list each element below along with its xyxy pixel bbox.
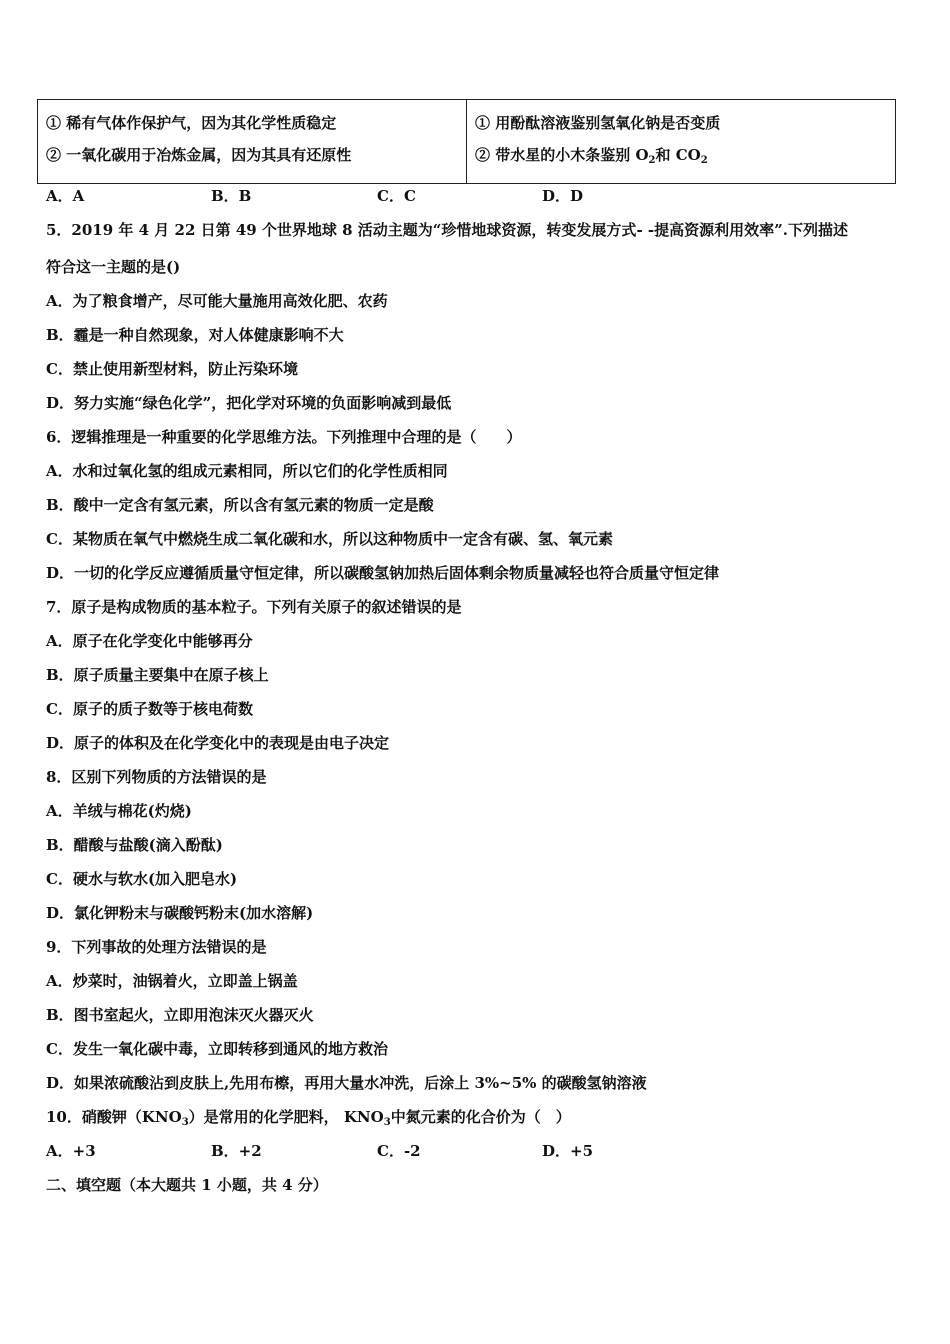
q4-option-d: D．D [542,187,584,205]
q4-option-b: B．B [211,187,252,205]
table-cell-left [38,100,467,184]
q9-stem: 9．下列事故的处理方法错误的是 [46,938,267,956]
q5-stem-line-2: 符合这一主题的是() [46,258,181,276]
q5-option-d: D．努力实施“绿色化学”，把化学对环境的负面影响减到最低 [46,394,452,412]
q8-stem: 8．区别下列物质的方法错误的是 [46,768,267,786]
q6-stem: 6．逻辑推理是一种重要的化学思维方法。下列推理中合理的是（ ） [46,428,522,446]
q4-option-a: A．A [46,187,85,205]
q9-option-c: C．发生一氧化碳中毒，立即转移到通风的地方救治 [46,1040,388,1058]
q10-stem: 10．硝酸钾$(KNO_3)$是常用的化学肥料， $KNO_3$中氮元素的化合价为（ ） [46,1108,571,1128]
q7-stem: 7．原子是构成物质的基本粒子。下列有关原子的叙述错误的是 [46,598,462,616]
q10-option-d: D．+5 [542,1142,594,1160]
q5-option-b: B．霾是一种自然现象，对人体健康影响不大 [46,326,344,344]
q6-option-c: C．某物质在氧气中燃烧生成二氧化碳和水，所以这种物质中一定含有碳、氢、氧元素 [46,530,613,548]
table-right-line-2: ② 带水星的小木条鉴别 $O_2$和 $CO_2$ [475,146,708,166]
q7-option-b: B．原子质量主要集中在原子核上 [46,666,269,684]
q5-option-c: C．禁止使用新型材料，防止污染环境 [46,360,298,378]
q9-option-b: B．图书室起火，立即用泡沫灭火器灭火 [46,1006,314,1024]
table-left-line-1: ① 稀有气体作保护气，因为其化学性质稳定 [46,114,337,132]
q6-option-d: D．一切的化学反应遵循质量守恒定律，所以碳酸氢钠加热后固体剩余物质量减轻也符合质量守恒定律 [46,564,720,582]
q8-option-a: A．羊绒与棉花(灼烧) [46,802,192,820]
q10-option-a: A．+3 [46,1142,96,1160]
q7-option-d: D．原子的体积及在化学变化中的表现是由电子决定 [46,734,390,752]
table-cell-right [467,100,896,184]
q8-option-c: C．硬水与软水(加入肥皂水) [46,870,238,888]
q5-option-a: A．为了粮食增产，尽可能大量施用高效化肥、农药 [46,292,388,310]
q4-option-c: C．C [377,187,416,205]
q5-stem-line-1: 5．2019 年 4 月 22 日第 49 个世界地球 8 活动主题为“珍惜地球资源，转变发展方式- -提高资源利用效率”.下列描述 [46,221,848,239]
q6-option-a: A．水和过氧化氢的组成元素相同，所以它们的化学性质相同 [46,462,448,480]
q10-option-c: C．-2 [377,1142,421,1160]
table-left-line-2: ② 一氧化碳用于冶炼金属，因为其具有还原性 [46,146,352,164]
q9-option-a: A．炒菜时，油锅着火，立即盖上锅盖 [46,972,298,990]
q10-option-b: B．+2 [211,1142,262,1160]
section-heading: 二、填空题（本大题共 1 小题，共 4 分） [46,1176,328,1194]
q6-option-b: B．酸中一定含有氢元素，所以含有氢元素的物质一定是酸 [46,496,434,514]
q8-option-d: D．氯化钾粉末与碳酸钙粉末(加水溶解) [46,904,314,922]
q8-option-b: B．醋酸与盐酸(滴入酚酞) [46,836,223,854]
q7-option-a: A．原子在化学变化中能够再分 [46,632,253,650]
options-table [37,99,896,184]
table-right-line-1: ① 用酚酞溶液鉴别氢氧化钠是否变质 [475,114,721,132]
q9-option-d: D．如果浓硫酸沾到皮肤上,先用布檫，再用大量水冲洗，后涂上 3%~5% 的碳酸氢钠溶液 [46,1074,647,1092]
q7-option-c: C．原子的质子数等于核电荷数 [46,700,253,718]
